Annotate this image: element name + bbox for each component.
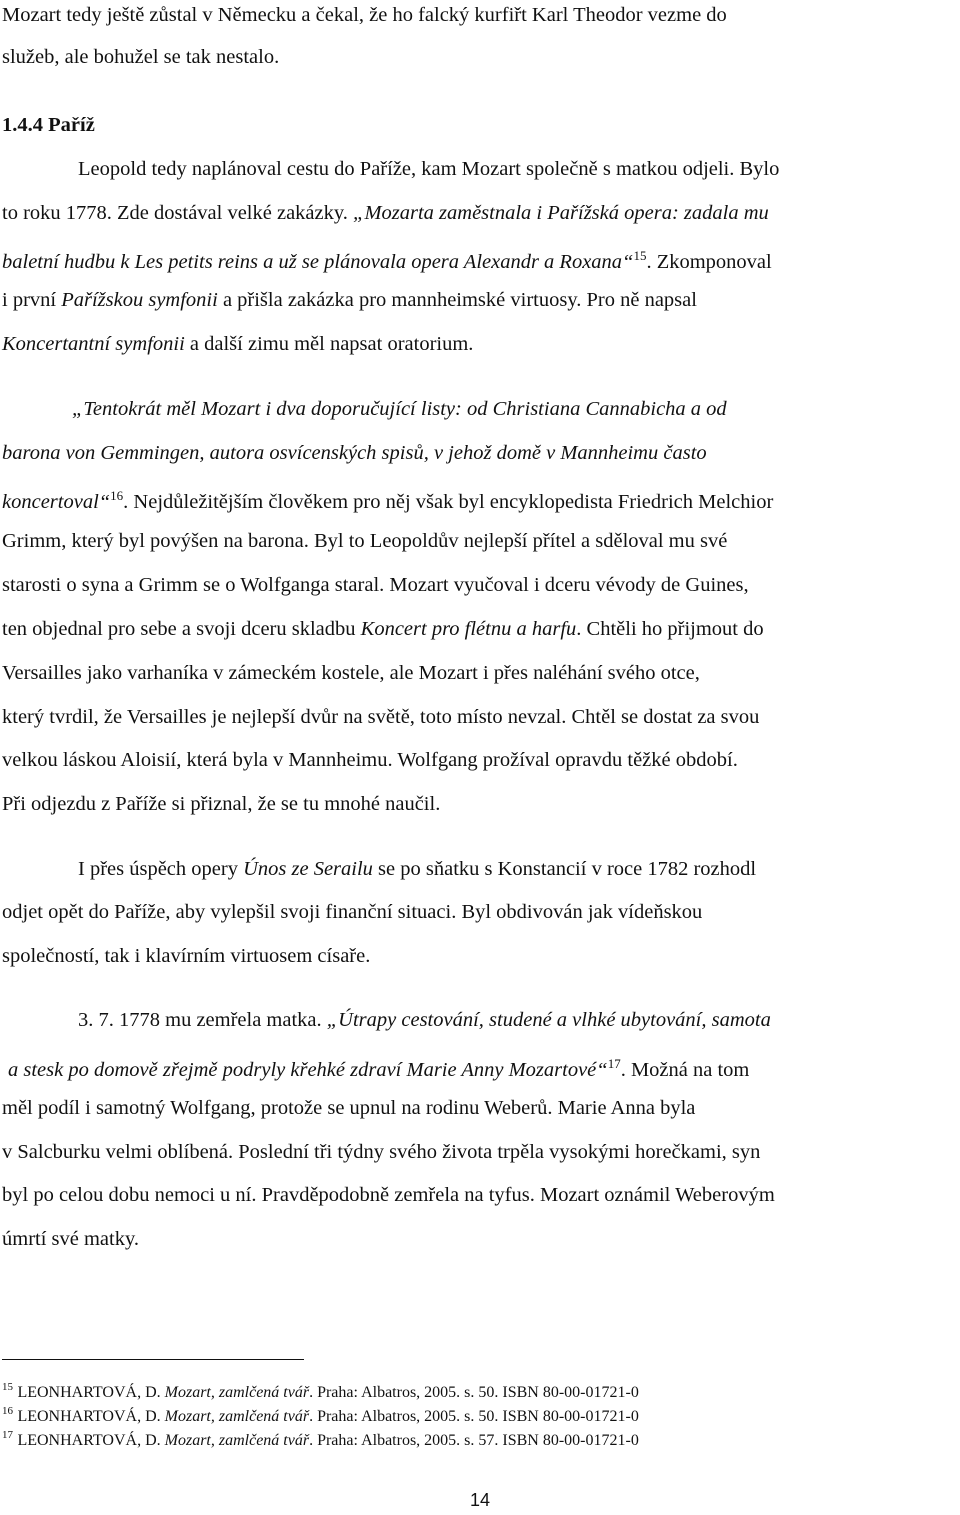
- footnote-author: LEONHARTOVÁ, D.: [17, 1384, 165, 1401]
- text-run: . Nejdůležitějším člověkem pro něj však byl encyklopedista Friedrich Melchior: [123, 491, 774, 513]
- body-text-line: služeb, ale bohužel se tak nestalo.: [2, 46, 280, 68]
- quote-text: baletní hudbu k Les petits reins a už se plánovala opera Alexandr a Roxana“: [2, 251, 634, 273]
- text-run: . Možná na tom: [620, 1059, 750, 1081]
- footnote-reference: 17: [607, 1056, 621, 1071]
- footnote-details: . Praha: Albatros, 2005. s. 50. ISBN 80-00-01721-0: [309, 1384, 639, 1401]
- body-text-line: starosti o syna a Grimm se o Wolfganga staral. Mozart vyučoval i dceru vévody de Guines,: [2, 574, 749, 596]
- body-text-line: [2, 244, 772, 274]
- footnote-reference: 16: [110, 488, 124, 503]
- quote-text-line: „Tentokrát měl Mozart i dva doporučující listy: od Christiana Cannabicha a od: [72, 398, 727, 420]
- text-run: . Zkomponoval: [646, 251, 772, 273]
- footnote: [2, 1402, 639, 1426]
- body-text-line: velkou láskou Aloisií, která byla v Mannheimu. Wolfgang prožíval opravdu těžké období.: [2, 749, 738, 771]
- work-title: Únos ze Serailu: [243, 858, 373, 880]
- footnote-author: LEONHARTOVÁ, D.: [17, 1408, 165, 1425]
- footnote-title: Mozart, zamlčená tvář: [164, 1408, 310, 1425]
- body-text-line: který tvrdil, že Versailles je nejlepší dvůr na světě, toto místo nevzal. Chtěl se dostat za svou: [2, 706, 760, 728]
- body-text-line: [2, 484, 773, 514]
- text-run: i první: [2, 289, 62, 311]
- body-text-line: [8, 1052, 749, 1082]
- text-run: a přišla zakázka pro mannheimské virtuosy. Pro ně napsal: [217, 289, 697, 311]
- text-run: . Chtěli ho přijmout do: [576, 618, 764, 640]
- body-text-line: Mozart tedy ještě zůstal v Německu a čekal, že ho falcký kurfiřt Karl Theodor vezme do: [2, 4, 727, 26]
- body-text-line: odjet opět do Paříže, aby vylepšil svoji finanční situaci. Byl obdivován jak vídeňskou: [2, 901, 703, 923]
- work-title: Koncert pro flétnu a harfu: [360, 618, 577, 640]
- footnote-reference: 15: [633, 248, 647, 263]
- text-run: 3. 7. 1778 mu zemřela matka.: [78, 1009, 327, 1031]
- body-text-line: [2, 332, 473, 356]
- body-text-line: společností, tak i klavírním virtuosem císaře.: [2, 945, 371, 967]
- body-text-line: [2, 201, 769, 225]
- body-text-line: úmrtí své matky.: [2, 1228, 140, 1250]
- body-text-line: Leopold tedy naplánoval cestu do Paříže, kam Mozart společně s matkou odjeli. Bylo: [78, 158, 780, 180]
- body-text-line: Versailles jako varhaníka v zámeckém kostele, ale Mozart i přes naléhání svého otce,: [2, 662, 700, 684]
- work-title: Koncertantní symfonii: [2, 333, 185, 355]
- quote-text: koncertoval“: [2, 491, 111, 513]
- body-text-line: [78, 857, 756, 881]
- work-title: Pařížskou symfonii: [61, 289, 218, 311]
- footnote: [2, 1378, 639, 1402]
- text-run: I přes úspěch opery: [78, 858, 244, 880]
- section-heading: 1.4.4 Paříž: [2, 114, 95, 136]
- body-text-line: [2, 617, 764, 641]
- body-text-line: byl po celou dobu nemoci u ní. Pravděpodobně zemřela na tyfus. Mozart oznámil Weberovým: [2, 1184, 775, 1206]
- footnote-separator: [2, 1359, 304, 1360]
- body-text-line: v Salcburku velmi oblíbená. Poslední tři týdny svého života trpěla vysokými horečkami, syn: [2, 1141, 761, 1163]
- quote-text: „Útrapy cestování, studené a vlhké ubytování, samota: [326, 1009, 771, 1031]
- text-run: to roku 1778. Zde dostával velké zakázky.: [2, 202, 354, 224]
- page-number: 14: [469, 1490, 491, 1510]
- body-text-line: Při odjezdu z Paříže si přiznal, že se tu mnohé naučil.: [2, 793, 441, 815]
- footnote-details: . Praha: Albatros, 2005. s. 50. ISBN 80-00-01721-0: [309, 1408, 639, 1425]
- body-text-line: Grimm, který byl povýšen na barona. Byl to Leopoldův nejlepší přítel a sděloval mu své: [2, 530, 728, 552]
- quote-text: a stesk po domově zřejmě podryly křehké zdraví Marie Anny Mozartové“: [8, 1059, 608, 1081]
- footnote-author: LEONHARTOVÁ, D.: [17, 1432, 165, 1449]
- body-text-line: [2, 288, 697, 312]
- text-run: ten objednal pro sebe a svoji dceru skladbu: [2, 618, 361, 640]
- footnote-number: 15: [2, 1381, 13, 1393]
- footnote-number: 16: [2, 1405, 13, 1417]
- footnote-details: . Praha: Albatros, 2005. s. 57. ISBN 80-00-01721-0: [309, 1432, 639, 1449]
- body-text-line: měl podíl i samotný Wolfgang, protože se upnul na rodinu Weberů. Marie Anna byla: [2, 1097, 696, 1119]
- quote-text-line: barona von Gemmingen, autora osvícenských spisů, v jehož domě v Mannheimu často: [2, 442, 707, 464]
- text-run: se po sňatku s Konstancií v roce 1782 rozhodl: [372, 858, 757, 880]
- body-text-line: [78, 1008, 771, 1032]
- footnote-number: 17: [2, 1429, 13, 1441]
- footnote-title: Mozart, zamlčená tvář: [164, 1432, 310, 1449]
- quote-text: „Mozarta zaměstnala i Pařížská opera: zadala mu: [353, 202, 769, 224]
- footnote: [2, 1426, 639, 1450]
- text-run: a další zimu měl napsat oratorium.: [184, 333, 474, 355]
- footnote-title: Mozart, zamlčená tvář: [164, 1384, 310, 1401]
